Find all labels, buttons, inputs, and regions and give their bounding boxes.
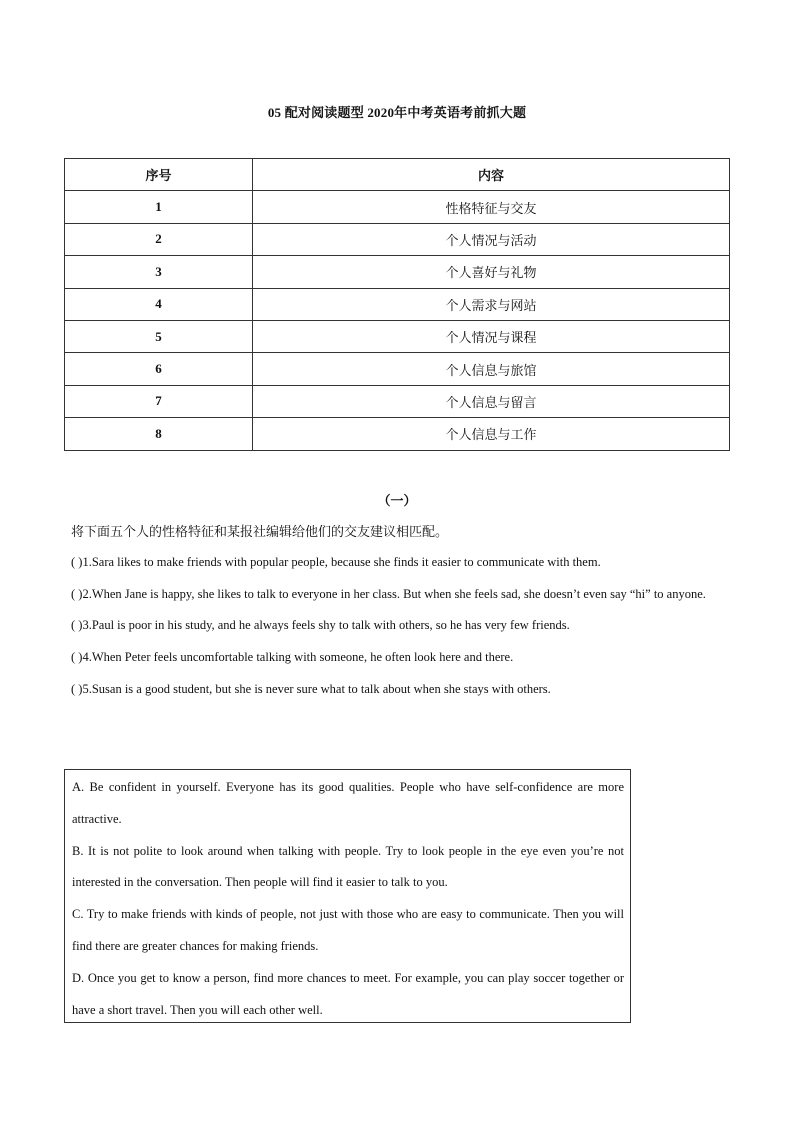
row-number: 1 bbox=[65, 191, 253, 223]
table-row bbox=[65, 191, 730, 223]
question-item: ( )5.Susan is a good student, but she is never sure what to talk about when she stays with others. bbox=[71, 681, 551, 696]
row-content: 个人需求与网站 bbox=[253, 288, 730, 320]
header-number: 序号 bbox=[65, 159, 253, 191]
row-number: 3 bbox=[65, 256, 253, 288]
row-content: 个人信息与旅馆 bbox=[253, 353, 730, 385]
question-item: ( )3.Paul is poor in his study, and he always feels shy to talk with others, so he has very few friends. bbox=[71, 618, 570, 633]
options-box bbox=[64, 769, 631, 1023]
table-row bbox=[65, 353, 730, 385]
table-row bbox=[65, 320, 730, 352]
section-title: （一） bbox=[377, 493, 417, 508]
row-content: 性格特征与交友 bbox=[253, 191, 730, 223]
row-content: 个人情况与课程 bbox=[253, 320, 730, 352]
page-title: 05 配对阅读题型 2020年中考英语考前抓大题 bbox=[267, 105, 527, 120]
option-item: C. Try to make friends with kinds of people, not just with those who are easy to communicate. Then you will find there are greater chances for making friends. bbox=[72, 907, 624, 953]
question-list bbox=[71, 547, 724, 706]
table-row bbox=[65, 256, 730, 288]
table-row bbox=[65, 223, 730, 255]
row-number: 6 bbox=[65, 353, 253, 385]
row-content: 个人信息与留言 bbox=[253, 385, 730, 417]
option-item: D. Once you get to know a person, find more chances to meet. For example, you can play soccer together or have a short travel. Then you will each other well. bbox=[72, 970, 624, 1017]
row-number: 8 bbox=[65, 418, 253, 450]
header-content: 内容 bbox=[253, 159, 730, 191]
row-number: 5 bbox=[65, 320, 253, 352]
table-row bbox=[65, 418, 730, 450]
question-item: ( )1.Sara likes to make friends with popular people, because she finds it easier to communicate with them. bbox=[71, 555, 601, 569]
row-number: 2 bbox=[65, 223, 253, 255]
question-item: ( )4.When Peter feels uncomfortable talking with someone, he often look here and there. bbox=[71, 650, 514, 665]
row-number: 4 bbox=[65, 288, 253, 320]
option-item: A. Be confident in yourself. Everyone has its good qualities. People who have self-confidence are more attractive. bbox=[72, 780, 624, 826]
section-instruction: 将下面五个人的性格特征和某报社编辑给他们的交友建议相匹配。 bbox=[71, 524, 449, 539]
table-header-row bbox=[65, 159, 730, 191]
option-item: B. It is not polite to look around when talking with people. Try to look people in the eye even you’re not interested in the conversation. Then people will find it easier to talk to you. bbox=[72, 843, 624, 890]
contents-table bbox=[64, 158, 730, 451]
table-row bbox=[65, 385, 730, 417]
row-content: 个人信息与工作 bbox=[253, 418, 730, 450]
row-content: 个人情况与活动 bbox=[253, 223, 730, 255]
question-item: ( )2.When Jane is happy, she likes to talk to everyone in her class. But when she feels sad, she doesn’t even say “hi” to anyone. bbox=[71, 586, 706, 601]
row-number: 7 bbox=[65, 385, 253, 417]
table-row bbox=[65, 288, 730, 320]
row-content: 个人喜好与礼物 bbox=[253, 256, 730, 288]
